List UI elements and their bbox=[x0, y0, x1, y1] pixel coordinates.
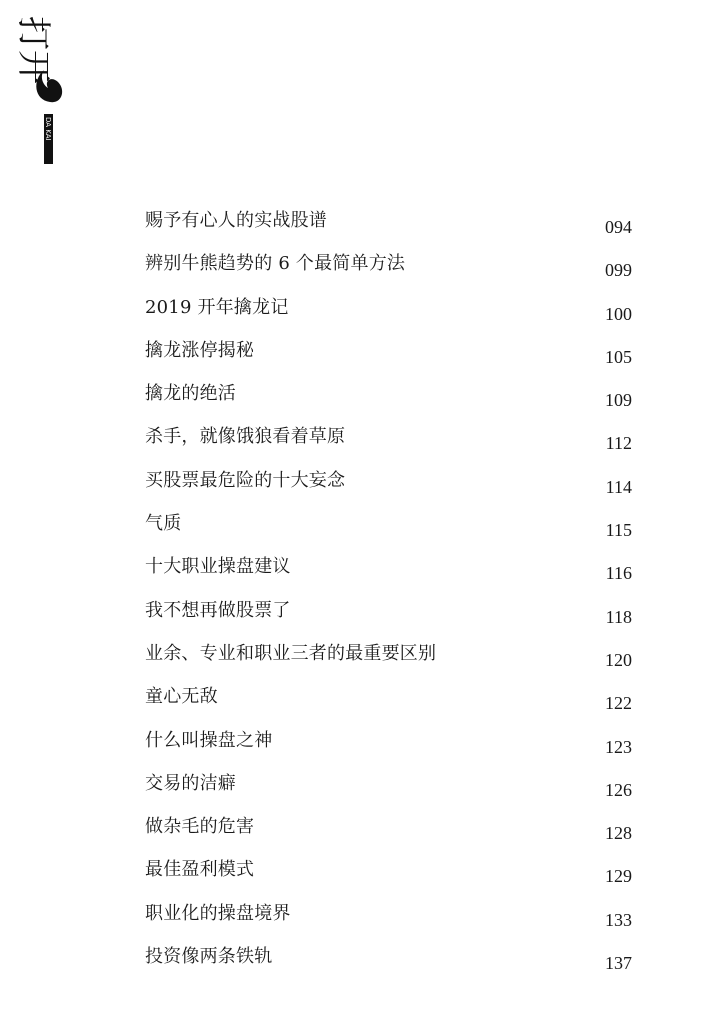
toc-entry-page: 112 bbox=[605, 433, 632, 454]
toc-entry-title: 业余、专业和职业三者的最重要区别 bbox=[145, 642, 437, 664]
toc-entry[interactable] bbox=[145, 859, 635, 902]
toc-entry-page: 122 bbox=[605, 693, 632, 714]
toc-entry[interactable] bbox=[145, 340, 635, 383]
toc-entry[interactable] bbox=[145, 730, 635, 773]
toc-entry-page: 115 bbox=[605, 520, 632, 541]
toc-entry-page: 133 bbox=[605, 909, 632, 930]
table-of-contents bbox=[145, 210, 635, 989]
toc-entry-page: 129 bbox=[605, 866, 632, 887]
toc-entry-title: 2019 开年擒龙记 bbox=[145, 296, 289, 318]
toc-entry[interactable] bbox=[145, 426, 635, 469]
toc-entry[interactable] bbox=[145, 210, 635, 253]
flame-swirl-icon bbox=[13, 16, 102, 168]
toc-entry[interactable] bbox=[145, 816, 635, 859]
toc-entry-page: 137 bbox=[605, 953, 632, 974]
toc-entry[interactable] bbox=[145, 513, 635, 556]
toc-entry-title: 做杂毛的危害 bbox=[145, 816, 255, 838]
toc-entry-title: 交易的洁癖 bbox=[145, 772, 236, 794]
toc-entry[interactable] bbox=[145, 903, 635, 946]
toc-entry-page: 109 bbox=[605, 390, 632, 411]
book-logo bbox=[13, 16, 102, 168]
toc-entry[interactable] bbox=[145, 556, 635, 599]
toc-entry-title: 杀手，就像饿狼看着草原 bbox=[145, 426, 346, 448]
toc-entry[interactable] bbox=[145, 643, 635, 686]
toc-entry-page: 123 bbox=[605, 736, 632, 757]
logo-text: 打开 bbox=[13, 16, 53, 84]
toc-entry-title: 职业化的操盘境界 bbox=[145, 902, 291, 924]
toc-entry-page: 099 bbox=[605, 260, 632, 281]
toc-entry-title: 赐予有心人的实战股谱 bbox=[145, 210, 327, 231]
toc-entry-title: 擒龙涨停揭秘 bbox=[145, 339, 255, 361]
toc-entry-page: 126 bbox=[605, 779, 632, 800]
toc-entry-page: 120 bbox=[605, 649, 632, 670]
toc-entry-page: 116 bbox=[605, 563, 632, 584]
toc-entry[interactable] bbox=[145, 773, 635, 816]
toc-entry-title: 最佳盈利模式 bbox=[145, 859, 255, 881]
toc-entry-page: 094 bbox=[605, 217, 632, 237]
logo-subtext: DA KAI bbox=[44, 117, 52, 141]
toc-entry[interactable] bbox=[145, 686, 635, 729]
toc-entry[interactable] bbox=[145, 600, 635, 643]
toc-entry[interactable] bbox=[145, 470, 635, 513]
toc-entry-title: 我不想再做股票了 bbox=[145, 599, 291, 621]
toc-entry[interactable] bbox=[145, 383, 635, 426]
toc-entry-title: 买股票最危险的十大妄念 bbox=[145, 469, 346, 491]
toc-entry-page: 118 bbox=[605, 606, 632, 627]
toc-entry-title: 童心无敌 bbox=[145, 686, 218, 708]
toc-entry-title: 十大职业操盘建议 bbox=[145, 556, 291, 578]
toc-entry-page: 105 bbox=[605, 346, 632, 367]
toc-entry-page: 100 bbox=[605, 303, 632, 324]
toc-entry-title: 气质 bbox=[145, 513, 182, 535]
toc-entry-title: 辨别牛熊趋势的 6 个最简单方法 bbox=[145, 253, 406, 275]
toc-entry-title: 擒龙的绝活 bbox=[145, 383, 236, 405]
toc-entry[interactable] bbox=[145, 297, 635, 340]
toc-entry[interactable] bbox=[145, 253, 635, 296]
toc-entry-title: 投资像两条铁轨 bbox=[145, 946, 273, 968]
toc-entry[interactable] bbox=[145, 946, 635, 989]
toc-entry-title: 什么叫操盘之神 bbox=[145, 729, 273, 751]
toc-entry-page: 114 bbox=[605, 476, 632, 497]
toc-entry-page: 128 bbox=[605, 823, 632, 844]
